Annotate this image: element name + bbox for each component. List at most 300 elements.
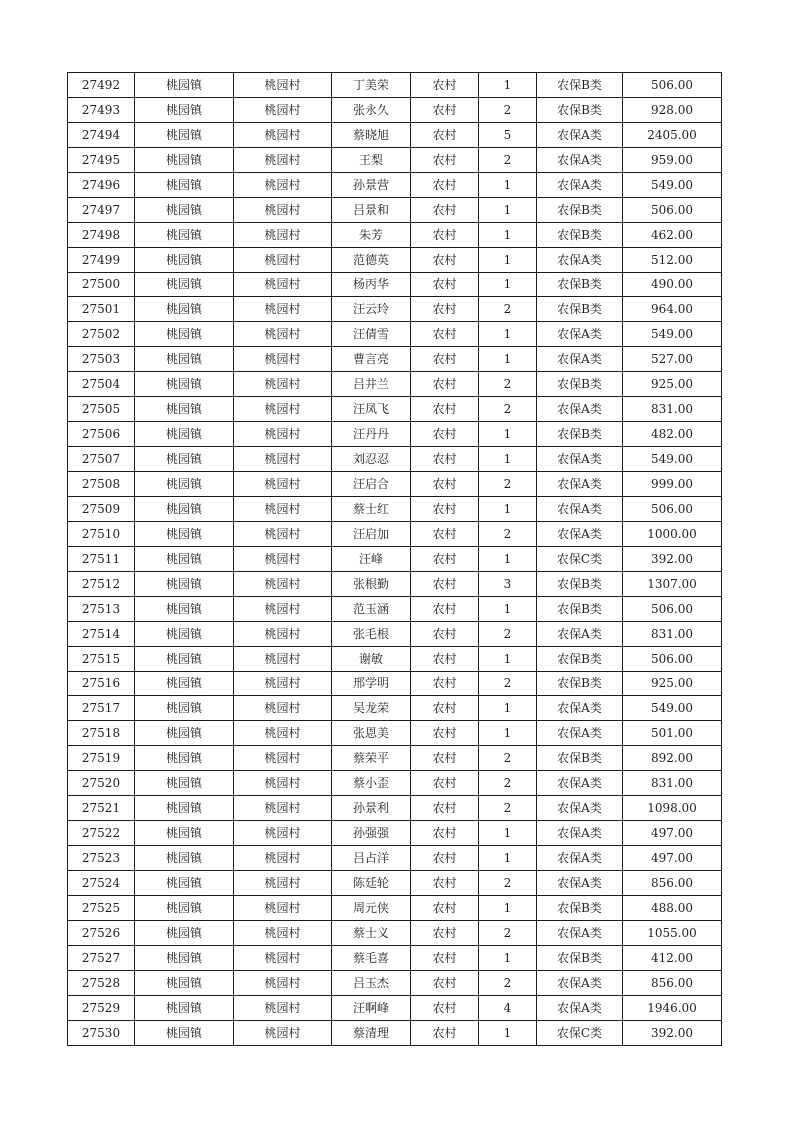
table-row bbox=[68, 472, 722, 497]
record-id-cell: 27517 bbox=[68, 696, 135, 721]
name-cell: 汪启合 bbox=[332, 472, 411, 497]
household-type-cell: 农村 bbox=[411, 472, 479, 497]
town-cell: 桃园镇 bbox=[135, 521, 234, 546]
record-id-cell: 27530 bbox=[68, 1020, 135, 1045]
town-cell: 桃园镇 bbox=[135, 496, 234, 521]
member-count-cell: 2 bbox=[479, 97, 537, 122]
name-cell: 蔡晓旭 bbox=[332, 122, 411, 147]
record-id-cell: 27502 bbox=[68, 322, 135, 347]
member-count-cell: 2 bbox=[479, 372, 537, 397]
name-cell: 汪凤飞 bbox=[332, 397, 411, 422]
member-count-cell: 2 bbox=[479, 472, 537, 497]
town-cell: 桃园镇 bbox=[135, 122, 234, 147]
household-type-cell: 农村 bbox=[411, 447, 479, 472]
town-cell: 桃园镇 bbox=[135, 546, 234, 571]
household-type-cell: 农村 bbox=[411, 546, 479, 571]
record-id-cell: 27496 bbox=[68, 172, 135, 197]
village-cell: 桃园村 bbox=[234, 646, 332, 671]
name-cell: 蔡小歪 bbox=[332, 771, 411, 796]
category-cell: 农保B类 bbox=[537, 671, 623, 696]
record-id-cell: 27507 bbox=[68, 447, 135, 472]
town-cell: 桃园镇 bbox=[135, 970, 234, 995]
member-count-cell: 1 bbox=[479, 197, 537, 222]
table-row bbox=[68, 621, 722, 646]
category-cell: 农保A类 bbox=[537, 821, 623, 846]
name-cell: 曹言亮 bbox=[332, 347, 411, 372]
category-cell: 农保B类 bbox=[537, 571, 623, 596]
category-cell: 农保B类 bbox=[537, 97, 623, 122]
category-cell: 农保A类 bbox=[537, 322, 623, 347]
category-cell: 农保B类 bbox=[537, 596, 623, 621]
village-cell: 桃园村 bbox=[234, 447, 332, 472]
household-type-cell: 农村 bbox=[411, 222, 479, 247]
amount-cell: 831.00 bbox=[623, 771, 722, 796]
name-cell: 汪丹丹 bbox=[332, 422, 411, 447]
name-cell: 周元侠 bbox=[332, 895, 411, 920]
member-count-cell: 1 bbox=[479, 222, 537, 247]
table-row bbox=[68, 945, 722, 970]
table-row bbox=[68, 197, 722, 222]
category-cell: 农保A类 bbox=[537, 721, 623, 746]
amount-cell: 412.00 bbox=[623, 945, 722, 970]
household-type-cell: 农村 bbox=[411, 970, 479, 995]
member-count-cell: 1 bbox=[479, 646, 537, 671]
name-cell: 杨丙华 bbox=[332, 272, 411, 297]
amount-cell: 506.00 bbox=[623, 646, 722, 671]
record-id-cell: 27514 bbox=[68, 621, 135, 646]
table-row bbox=[68, 696, 722, 721]
amount-cell: 506.00 bbox=[623, 197, 722, 222]
record-id-cell: 27494 bbox=[68, 122, 135, 147]
amount-cell: 549.00 bbox=[623, 696, 722, 721]
household-type-cell: 农村 bbox=[411, 945, 479, 970]
category-cell: 农保A类 bbox=[537, 970, 623, 995]
household-type-cell: 农村 bbox=[411, 122, 479, 147]
village-cell: 桃园村 bbox=[234, 596, 332, 621]
household-type-cell: 农村 bbox=[411, 671, 479, 696]
table-row bbox=[68, 970, 722, 995]
member-count-cell: 1 bbox=[479, 247, 537, 272]
town-cell: 桃园镇 bbox=[135, 247, 234, 272]
town-cell: 桃园镇 bbox=[135, 272, 234, 297]
table-row bbox=[68, 422, 722, 447]
household-type-cell: 农村 bbox=[411, 646, 479, 671]
household-type-cell: 农村 bbox=[411, 322, 479, 347]
village-cell: 桃园村 bbox=[234, 172, 332, 197]
table-row bbox=[68, 746, 722, 771]
household-type-cell: 农村 bbox=[411, 422, 479, 447]
amount-cell: 964.00 bbox=[623, 297, 722, 322]
household-type-cell: 农村 bbox=[411, 846, 479, 871]
record-id-cell: 27503 bbox=[68, 347, 135, 372]
table-row bbox=[68, 347, 722, 372]
amount-cell: 959.00 bbox=[623, 147, 722, 172]
household-type-cell: 农村 bbox=[411, 272, 479, 297]
record-id-cell: 27508 bbox=[68, 472, 135, 497]
household-type-cell: 农村 bbox=[411, 746, 479, 771]
amount-cell: 1098.00 bbox=[623, 796, 722, 821]
category-cell: 农保A类 bbox=[537, 920, 623, 945]
town-cell: 桃园镇 bbox=[135, 372, 234, 397]
table-row bbox=[68, 496, 722, 521]
category-cell: 农保C类 bbox=[537, 546, 623, 571]
record-id-cell: 27524 bbox=[68, 871, 135, 896]
household-type-cell: 农村 bbox=[411, 297, 479, 322]
amount-cell: 999.00 bbox=[623, 472, 722, 497]
table-row bbox=[68, 846, 722, 871]
table-row bbox=[68, 671, 722, 696]
category-cell: 农保C类 bbox=[537, 1020, 623, 1045]
member-count-cell: 2 bbox=[479, 521, 537, 546]
name-cell: 孙景营 bbox=[332, 172, 411, 197]
amount-cell: 549.00 bbox=[623, 322, 722, 347]
name-cell: 蔡毛喜 bbox=[332, 945, 411, 970]
household-type-cell: 农村 bbox=[411, 821, 479, 846]
household-type-cell: 农村 bbox=[411, 1020, 479, 1045]
town-cell: 桃园镇 bbox=[135, 721, 234, 746]
name-cell: 孙强强 bbox=[332, 821, 411, 846]
category-cell: 农保B类 bbox=[537, 197, 623, 222]
name-cell: 吴龙荣 bbox=[332, 696, 411, 721]
category-cell: 农保A类 bbox=[537, 696, 623, 721]
name-cell: 邢学明 bbox=[332, 671, 411, 696]
village-cell: 桃园村 bbox=[234, 73, 332, 98]
table-row bbox=[68, 895, 722, 920]
member-count-cell: 2 bbox=[479, 621, 537, 646]
household-type-cell: 农村 bbox=[411, 247, 479, 272]
town-cell: 桃园镇 bbox=[135, 147, 234, 172]
name-cell: 陈廷轮 bbox=[332, 871, 411, 896]
name-cell: 范玉涵 bbox=[332, 596, 411, 621]
town-cell: 桃园镇 bbox=[135, 846, 234, 871]
name-cell: 谢敏 bbox=[332, 646, 411, 671]
record-id-cell: 27527 bbox=[68, 945, 135, 970]
record-id-cell: 27495 bbox=[68, 147, 135, 172]
member-count-cell: 5 bbox=[479, 122, 537, 147]
category-cell: 农保B类 bbox=[537, 222, 623, 247]
category-cell: 农保A类 bbox=[537, 122, 623, 147]
village-cell: 桃园村 bbox=[234, 97, 332, 122]
name-cell: 王梨 bbox=[332, 147, 411, 172]
name-cell: 汪云玲 bbox=[332, 297, 411, 322]
amount-cell: 392.00 bbox=[623, 1020, 722, 1045]
town-cell: 桃园镇 bbox=[135, 447, 234, 472]
village-cell: 桃园村 bbox=[234, 496, 332, 521]
village-cell: 桃园村 bbox=[234, 721, 332, 746]
table-row bbox=[68, 297, 722, 322]
town-cell: 桃园镇 bbox=[135, 920, 234, 945]
category-cell: 农保A类 bbox=[537, 995, 623, 1020]
town-cell: 桃园镇 bbox=[135, 222, 234, 247]
amount-cell: 482.00 bbox=[623, 422, 722, 447]
name-cell: 吕占洋 bbox=[332, 846, 411, 871]
table-row bbox=[68, 447, 722, 472]
category-cell: 农保A类 bbox=[537, 846, 623, 871]
name-cell: 张根勤 bbox=[332, 571, 411, 596]
table-row bbox=[68, 397, 722, 422]
name-cell: 孙景利 bbox=[332, 796, 411, 821]
record-id-cell: 27497 bbox=[68, 197, 135, 222]
name-cell: 朱芳 bbox=[332, 222, 411, 247]
town-cell: 桃园镇 bbox=[135, 1020, 234, 1045]
town-cell: 桃园镇 bbox=[135, 472, 234, 497]
village-cell: 桃园村 bbox=[234, 970, 332, 995]
village-cell: 桃园村 bbox=[234, 571, 332, 596]
village-cell: 桃园村 bbox=[234, 995, 332, 1020]
member-count-cell: 1 bbox=[479, 73, 537, 98]
record-id-cell: 27505 bbox=[68, 397, 135, 422]
record-id-cell: 27498 bbox=[68, 222, 135, 247]
record-id-cell: 27500 bbox=[68, 272, 135, 297]
amount-cell: 512.00 bbox=[623, 247, 722, 272]
table-row bbox=[68, 222, 722, 247]
amount-cell: 506.00 bbox=[623, 596, 722, 621]
household-type-cell: 农村 bbox=[411, 771, 479, 796]
record-id-cell: 27513 bbox=[68, 596, 135, 621]
record-id-cell: 27518 bbox=[68, 721, 135, 746]
member-count-cell: 2 bbox=[479, 147, 537, 172]
town-cell: 桃园镇 bbox=[135, 821, 234, 846]
household-type-cell: 农村 bbox=[411, 596, 479, 621]
category-cell: 农保A类 bbox=[537, 397, 623, 422]
member-count-cell: 2 bbox=[479, 920, 537, 945]
table-row bbox=[68, 821, 722, 846]
amount-cell: 2405.00 bbox=[623, 122, 722, 147]
category-cell: 农保B类 bbox=[537, 945, 623, 970]
household-type-cell: 农村 bbox=[411, 721, 479, 746]
record-id-cell: 27520 bbox=[68, 771, 135, 796]
table-row bbox=[68, 596, 722, 621]
member-count-cell: 2 bbox=[479, 397, 537, 422]
town-cell: 桃园镇 bbox=[135, 945, 234, 970]
village-cell: 桃园村 bbox=[234, 671, 332, 696]
name-cell: 范德英 bbox=[332, 247, 411, 272]
category-cell: 农保A类 bbox=[537, 871, 623, 896]
village-cell: 桃园村 bbox=[234, 796, 332, 821]
amount-cell: 392.00 bbox=[623, 546, 722, 571]
town-cell: 桃园镇 bbox=[135, 596, 234, 621]
record-id-cell: 27519 bbox=[68, 746, 135, 771]
category-cell: 农保A类 bbox=[537, 247, 623, 272]
category-cell: 农保A类 bbox=[537, 796, 623, 821]
village-cell: 桃园村 bbox=[234, 846, 332, 871]
village-cell: 桃园村 bbox=[234, 272, 332, 297]
member-count-cell: 2 bbox=[479, 970, 537, 995]
household-type-cell: 农村 bbox=[411, 496, 479, 521]
record-id-cell: 27501 bbox=[68, 297, 135, 322]
village-cell: 桃园村 bbox=[234, 197, 332, 222]
amount-cell: 506.00 bbox=[623, 73, 722, 98]
amount-cell: 501.00 bbox=[623, 721, 722, 746]
village-cell: 桃园村 bbox=[234, 222, 332, 247]
member-count-cell: 1 bbox=[479, 945, 537, 970]
village-cell: 桃园村 bbox=[234, 895, 332, 920]
village-cell: 桃园村 bbox=[234, 397, 332, 422]
name-cell: 蔡士红 bbox=[332, 496, 411, 521]
name-cell: 吕玉杰 bbox=[332, 970, 411, 995]
household-type-cell: 农村 bbox=[411, 871, 479, 896]
village-cell: 桃园村 bbox=[234, 621, 332, 646]
member-count-cell: 1 bbox=[479, 496, 537, 521]
amount-cell: 925.00 bbox=[623, 671, 722, 696]
record-id-cell: 27521 bbox=[68, 796, 135, 821]
village-cell: 桃园村 bbox=[234, 472, 332, 497]
member-count-cell: 2 bbox=[479, 796, 537, 821]
table-row bbox=[68, 521, 722, 546]
record-id-cell: 27523 bbox=[68, 846, 135, 871]
category-cell: 农保B类 bbox=[537, 895, 623, 920]
record-id-cell: 27510 bbox=[68, 521, 135, 546]
record-id-cell: 27522 bbox=[68, 821, 135, 846]
member-count-cell: 1 bbox=[479, 596, 537, 621]
record-id-cell: 27492 bbox=[68, 73, 135, 98]
town-cell: 桃园镇 bbox=[135, 172, 234, 197]
category-cell: 农保A类 bbox=[537, 172, 623, 197]
town-cell: 桃园镇 bbox=[135, 746, 234, 771]
table-row bbox=[68, 272, 722, 297]
town-cell: 桃园镇 bbox=[135, 571, 234, 596]
village-cell: 桃园村 bbox=[234, 322, 332, 347]
member-count-cell: 1 bbox=[479, 546, 537, 571]
town-cell: 桃园镇 bbox=[135, 871, 234, 896]
amount-cell: 549.00 bbox=[623, 172, 722, 197]
member-count-cell: 2 bbox=[479, 297, 537, 322]
village-cell: 桃园村 bbox=[234, 297, 332, 322]
village-cell: 桃园村 bbox=[234, 1020, 332, 1045]
amount-cell: 831.00 bbox=[623, 621, 722, 646]
table-row bbox=[68, 995, 722, 1020]
amount-cell: 1000.00 bbox=[623, 521, 722, 546]
category-cell: 农保B类 bbox=[537, 746, 623, 771]
record-id-cell: 27509 bbox=[68, 496, 135, 521]
amount-cell: 490.00 bbox=[623, 272, 722, 297]
amount-cell: 1307.00 bbox=[623, 571, 722, 596]
amount-cell: 925.00 bbox=[623, 372, 722, 397]
member-count-cell: 1 bbox=[479, 721, 537, 746]
village-cell: 桃园村 bbox=[234, 247, 332, 272]
household-type-cell: 农村 bbox=[411, 172, 479, 197]
town-cell: 桃园镇 bbox=[135, 621, 234, 646]
amount-cell: 527.00 bbox=[623, 347, 722, 372]
name-cell: 蔡士义 bbox=[332, 920, 411, 945]
amount-cell: 831.00 bbox=[623, 397, 722, 422]
town-cell: 桃园镇 bbox=[135, 422, 234, 447]
household-type-cell: 农村 bbox=[411, 147, 479, 172]
household-type-cell: 农村 bbox=[411, 97, 479, 122]
record-id-cell: 27504 bbox=[68, 372, 135, 397]
record-id-cell: 27511 bbox=[68, 546, 135, 571]
category-cell: 农保A类 bbox=[537, 347, 623, 372]
category-cell: 农保A类 bbox=[537, 447, 623, 472]
category-cell: 农保B类 bbox=[537, 372, 623, 397]
village-cell: 桃园村 bbox=[234, 422, 332, 447]
household-type-cell: 农村 bbox=[411, 995, 479, 1020]
name-cell: 汪启加 bbox=[332, 521, 411, 546]
table-row bbox=[68, 1020, 722, 1045]
member-count-cell: 3 bbox=[479, 571, 537, 596]
name-cell: 张永久 bbox=[332, 97, 411, 122]
town-cell: 桃园镇 bbox=[135, 322, 234, 347]
table-row bbox=[68, 73, 722, 98]
category-cell: 农保B类 bbox=[537, 422, 623, 447]
village-cell: 桃园村 bbox=[234, 696, 332, 721]
name-cell: 汪峰 bbox=[332, 546, 411, 571]
town-cell: 桃园镇 bbox=[135, 97, 234, 122]
village-cell: 桃园村 bbox=[234, 920, 332, 945]
village-cell: 桃园村 bbox=[234, 147, 332, 172]
amount-cell: 462.00 bbox=[623, 222, 722, 247]
table-row bbox=[68, 721, 722, 746]
amount-cell: 1946.00 bbox=[623, 995, 722, 1020]
town-cell: 桃园镇 bbox=[135, 347, 234, 372]
town-cell: 桃园镇 bbox=[135, 796, 234, 821]
name-cell: 丁美荣 bbox=[332, 73, 411, 98]
town-cell: 桃园镇 bbox=[135, 73, 234, 98]
member-count-cell: 2 bbox=[479, 671, 537, 696]
record-id-cell: 27512 bbox=[68, 571, 135, 596]
name-cell: 刘忍忍 bbox=[332, 447, 411, 472]
household-type-cell: 农村 bbox=[411, 696, 479, 721]
table-row bbox=[68, 796, 722, 821]
category-cell: 农保A类 bbox=[537, 147, 623, 172]
table-body bbox=[68, 73, 722, 1046]
name-cell: 蔡清理 bbox=[332, 1020, 411, 1045]
category-cell: 农保B类 bbox=[537, 646, 623, 671]
table-row bbox=[68, 247, 722, 272]
amount-cell: 856.00 bbox=[623, 970, 722, 995]
member-count-cell: 2 bbox=[479, 746, 537, 771]
village-cell: 桃园村 bbox=[234, 945, 332, 970]
record-id-cell: 27506 bbox=[68, 422, 135, 447]
amount-cell: 892.00 bbox=[623, 746, 722, 771]
village-cell: 桃园村 bbox=[234, 347, 332, 372]
record-id-cell: 27526 bbox=[68, 920, 135, 945]
category-cell: 农保A类 bbox=[537, 771, 623, 796]
name-cell: 吕井兰 bbox=[332, 372, 411, 397]
record-id-cell: 27493 bbox=[68, 97, 135, 122]
member-count-cell: 1 bbox=[479, 696, 537, 721]
town-cell: 桃园镇 bbox=[135, 895, 234, 920]
member-count-cell: 1 bbox=[479, 272, 537, 297]
record-id-cell: 27525 bbox=[68, 895, 135, 920]
name-cell: 汪倩雪 bbox=[332, 322, 411, 347]
table-row bbox=[68, 172, 722, 197]
member-count-cell: 1 bbox=[479, 447, 537, 472]
member-count-cell: 1 bbox=[479, 422, 537, 447]
household-type-cell: 农村 bbox=[411, 397, 479, 422]
category-cell: 农保B类 bbox=[537, 73, 623, 98]
table-row bbox=[68, 646, 722, 671]
record-id-cell: 27516 bbox=[68, 671, 135, 696]
village-cell: 桃园村 bbox=[234, 372, 332, 397]
table-row bbox=[68, 871, 722, 896]
member-count-cell: 1 bbox=[479, 322, 537, 347]
member-count-cell: 2 bbox=[479, 871, 537, 896]
amount-cell: 1055.00 bbox=[623, 920, 722, 945]
household-type-cell: 农村 bbox=[411, 920, 479, 945]
name-cell: 蔡荣平 bbox=[332, 746, 411, 771]
member-count-cell: 1 bbox=[479, 172, 537, 197]
household-type-cell: 农村 bbox=[411, 895, 479, 920]
household-type-cell: 农村 bbox=[411, 621, 479, 646]
name-cell: 吕景和 bbox=[332, 197, 411, 222]
category-cell: 农保A类 bbox=[537, 472, 623, 497]
village-cell: 桃园村 bbox=[234, 771, 332, 796]
town-cell: 桃园镇 bbox=[135, 397, 234, 422]
table-row bbox=[68, 147, 722, 172]
village-cell: 桃园村 bbox=[234, 821, 332, 846]
village-cell: 桃园村 bbox=[234, 521, 332, 546]
